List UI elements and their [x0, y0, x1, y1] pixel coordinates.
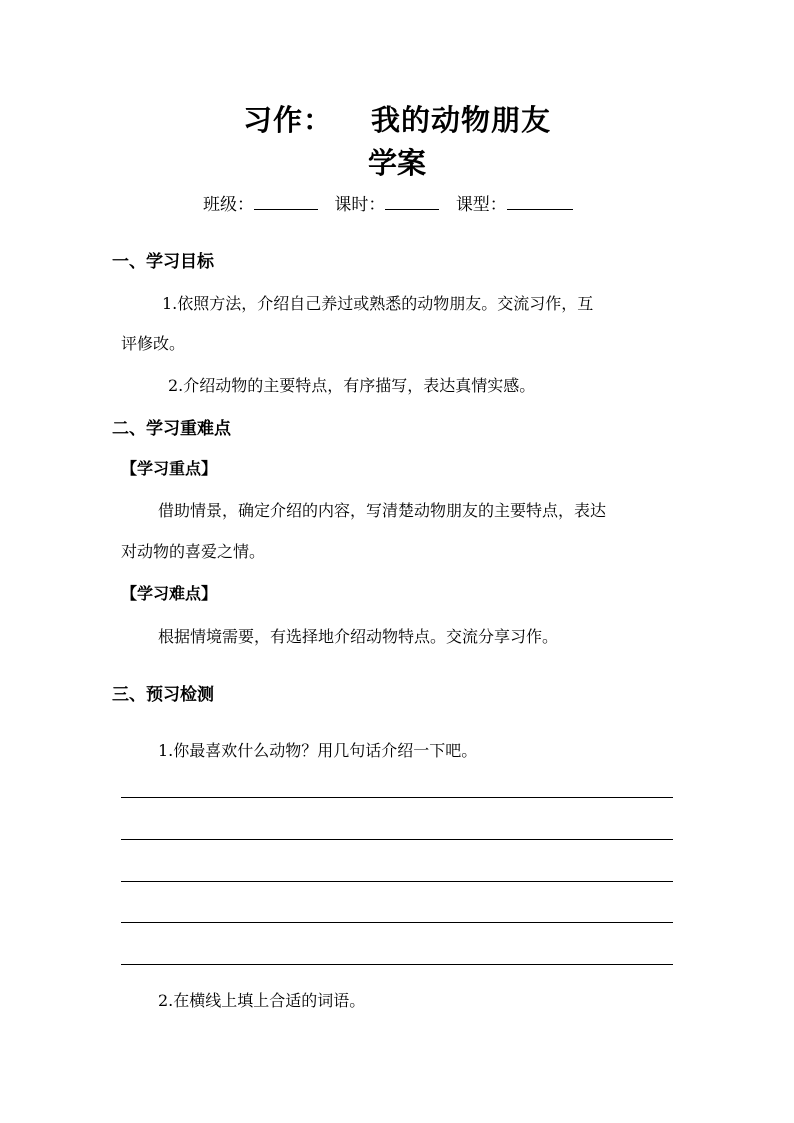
difficult-point-text: 根据情境需要，有选择地介绍动物特点。交流分享习作。: [158, 627, 559, 646]
meta-row: [203, 190, 584, 215]
type-label: 课型：: [455, 195, 507, 215]
goal2: 2.介绍动物的主要特点，有序描写，表达真情实感。: [168, 376, 536, 395]
type-blank[interactable]: [507, 195, 573, 210]
question1: 1.你最喜欢什么动物？用几句话介绍一下吧。: [158, 741, 478, 760]
type-field: [456, 190, 573, 215]
section3-heading: 三、预习检测: [112, 685, 214, 705]
period-label: 课时：: [334, 195, 386, 215]
class-blank[interactable]: [254, 195, 318, 210]
section2-heading: 二、学习重难点: [112, 419, 231, 439]
goal1-line1: 1.依照方法，介绍自己养过或熟悉的动物朋友。交流习作，互: [162, 294, 594, 313]
answer-line[interactable]: [121, 797, 673, 798]
page-subtitle: 学案: [367, 146, 426, 180]
page-title: [0, 98, 794, 139]
period-field: [334, 190, 439, 215]
title-right: 我的动物朋友: [371, 103, 552, 137]
title-left: 习作：: [242, 103, 333, 137]
answer-line[interactable]: [121, 839, 673, 840]
answer-line[interactable]: [121, 964, 673, 965]
period-blank[interactable]: [385, 195, 439, 210]
question2: 2.在横线上填上合适的词语。: [158, 991, 366, 1010]
class-field: [203, 190, 318, 215]
key-point-line1: 借助情景，确定介绍的内容，写清楚动物朋友的主要特点，表达: [158, 501, 607, 520]
difficult-point-label: 【学习难点】: [121, 584, 218, 603]
key-point-line2: 对动物的喜爱之情。: [121, 542, 266, 561]
answer-line[interactable]: [121, 922, 673, 923]
key-point-label: 【学习重点】: [121, 459, 218, 478]
goal1-line2: 评修改。: [121, 334, 186, 353]
class-label: 班级：: [203, 195, 254, 215]
section1-heading: 一、学习目标: [112, 252, 214, 272]
answer-line[interactable]: [121, 881, 673, 882]
